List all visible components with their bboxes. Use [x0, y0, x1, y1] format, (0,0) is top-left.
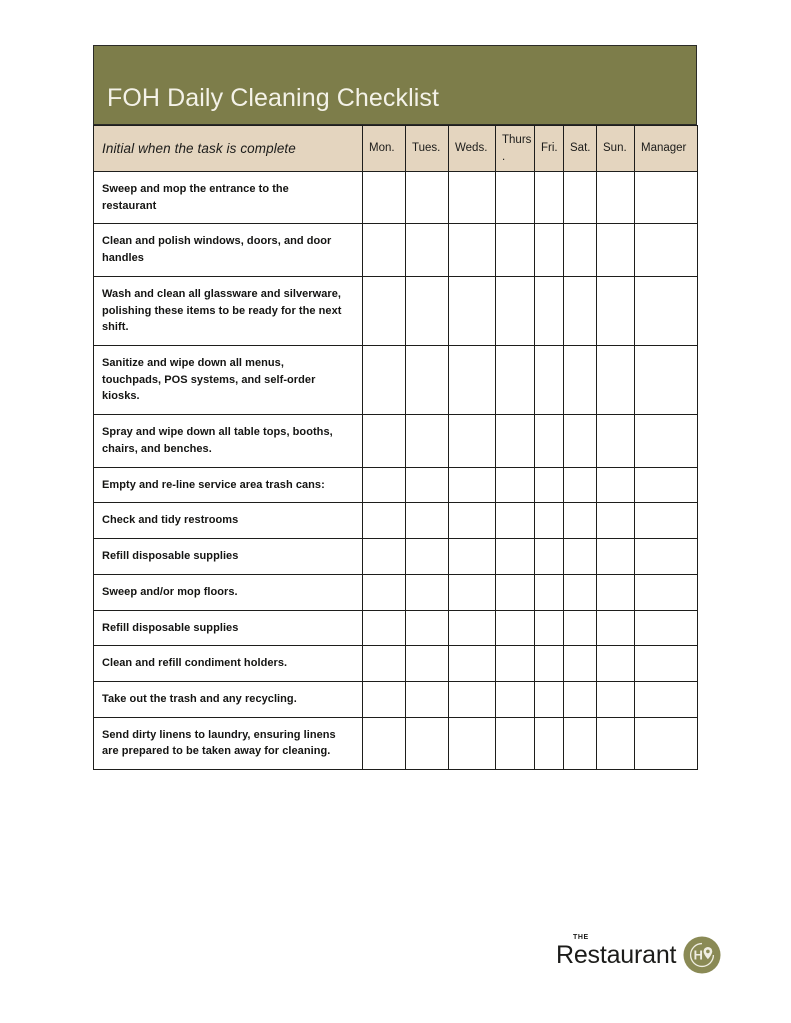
- initial-cell-thurs[interactable]: [496, 467, 535, 503]
- initial-cell-mon[interactable]: [363, 415, 406, 467]
- initial-cell-mon[interactable]: [363, 717, 406, 769]
- task-description: Refill disposable supplies: [94, 539, 363, 575]
- initial-cell-manager[interactable]: [635, 681, 698, 717]
- header-day-tues: Tues.: [406, 126, 449, 172]
- task-description: Sweep and mop the entrance to the restaurant: [94, 172, 363, 224]
- initial-cell-tues[interactable]: [406, 539, 449, 575]
- initial-cell-weds[interactable]: [449, 574, 496, 610]
- initial-cell-mon[interactable]: [363, 539, 406, 575]
- initial-cell-thurs[interactable]: [496, 503, 535, 539]
- initial-cell-weds[interactable]: [449, 172, 496, 224]
- initial-cell-sat[interactable]: [564, 503, 597, 539]
- initial-cell-sat[interactable]: [564, 646, 597, 682]
- initial-cell-weds[interactable]: [449, 681, 496, 717]
- initial-cell-manager[interactable]: [635, 415, 698, 467]
- task-description: Clean and polish windows, doors, and door handles: [94, 224, 363, 276]
- initial-cell-sat[interactable]: [564, 717, 597, 769]
- table-body: [94, 172, 698, 770]
- initial-cell-sun[interactable]: [597, 574, 635, 610]
- initial-cell-fri[interactable]: [535, 503, 564, 539]
- initial-cell-tues[interactable]: [406, 681, 449, 717]
- initial-cell-weds[interactable]: [449, 503, 496, 539]
- initial-cell-thurs[interactable]: [496, 276, 535, 345]
- initial-cell-manager[interactable]: [635, 276, 698, 345]
- initial-cell-fri[interactable]: [535, 346, 564, 415]
- table-row: [94, 717, 698, 769]
- initial-cell-sun[interactable]: [597, 646, 635, 682]
- initial-cell-sat[interactable]: [564, 346, 597, 415]
- initial-cell-sun[interactable]: [597, 717, 635, 769]
- initial-cell-sat[interactable]: [564, 539, 597, 575]
- initial-cell-manager[interactable]: [635, 610, 698, 646]
- initial-cell-mon[interactable]: [363, 681, 406, 717]
- initial-cell-weds[interactable]: [449, 276, 496, 345]
- table-row: [94, 467, 698, 503]
- initial-cell-mon[interactable]: [363, 172, 406, 224]
- logo-hq-badge-icon: [683, 936, 721, 974]
- initial-cell-weds[interactable]: [449, 539, 496, 575]
- task-description: Clean and refill condiment holders.: [94, 646, 363, 682]
- task-description: Empty and re-line service area trash cans:: [94, 467, 363, 503]
- initial-cell-mon[interactable]: [363, 467, 406, 503]
- initial-cell-manager[interactable]: [635, 346, 698, 415]
- task-description: Sweep and/or mop floors.: [94, 574, 363, 610]
- initial-cell-weds[interactable]: [449, 224, 496, 276]
- initial-cell-tues[interactable]: [406, 574, 449, 610]
- initial-cell-thurs[interactable]: [496, 539, 535, 575]
- initial-cell-sun[interactable]: [597, 467, 635, 503]
- initial-cell-weds[interactable]: [449, 467, 496, 503]
- cleaning-checklist-table: [93, 125, 698, 770]
- logo-the-text: THE: [573, 933, 589, 941]
- initial-cell-thurs[interactable]: [496, 172, 535, 224]
- initial-cell-tues[interactable]: [406, 717, 449, 769]
- initial-cell-sun[interactable]: [597, 172, 635, 224]
- initial-cell-manager[interactable]: [635, 172, 698, 224]
- title-banner: [93, 45, 697, 125]
- initial-cell-tues[interactable]: [406, 467, 449, 503]
- task-description: Take out the trash and any recycling.: [94, 681, 363, 717]
- logo-restaurant-text: Restaurant: [556, 940, 677, 969]
- initial-cell-tues[interactable]: [406, 172, 449, 224]
- table-row: [94, 646, 698, 682]
- initial-cell-sat[interactable]: [564, 224, 597, 276]
- initial-cell-sat[interactable]: [564, 415, 597, 467]
- initial-cell-weds[interactable]: [449, 610, 496, 646]
- initial-cell-weds[interactable]: [449, 717, 496, 769]
- initial-cell-manager[interactable]: [635, 717, 698, 769]
- initial-cell-thurs[interactable]: [496, 610, 535, 646]
- initial-cell-thurs[interactable]: [496, 681, 535, 717]
- header-day-weds: Weds.: [449, 126, 496, 172]
- initial-cell-thurs[interactable]: [496, 574, 535, 610]
- table-row: [94, 172, 698, 224]
- initial-cell-mon[interactable]: [363, 610, 406, 646]
- table-header-row: [94, 126, 698, 172]
- table-row: [94, 276, 698, 345]
- logo-wordmark: [556, 933, 677, 969]
- initial-cell-weds[interactable]: [449, 646, 496, 682]
- initial-cell-tues[interactable]: [406, 646, 449, 682]
- table-row: [94, 574, 698, 610]
- table-row: [94, 681, 698, 717]
- task-description: Check and tidy restrooms: [94, 503, 363, 539]
- initial-cell-sun[interactable]: [597, 503, 635, 539]
- initial-cell-manager[interactable]: [635, 539, 698, 575]
- initial-cell-mon[interactable]: [363, 346, 406, 415]
- initial-cell-tues[interactable]: [406, 346, 449, 415]
- initial-cell-fri[interactable]: [535, 276, 564, 345]
- header-task-instruction: Initial when the task is complete: [94, 126, 363, 172]
- initial-cell-sat[interactable]: [564, 574, 597, 610]
- header-manager: Manager: [635, 126, 698, 172]
- initial-cell-weds[interactable]: [449, 346, 496, 415]
- initial-cell-sun[interactable]: [597, 346, 635, 415]
- initial-cell-tues[interactable]: [406, 415, 449, 467]
- svg-text:H: H: [693, 947, 704, 963]
- initial-cell-sat[interactable]: [564, 172, 597, 224]
- initial-cell-manager[interactable]: [635, 503, 698, 539]
- initial-cell-mon[interactable]: [363, 503, 406, 539]
- initial-cell-sat[interactable]: [564, 467, 597, 503]
- initial-cell-thurs[interactable]: [496, 415, 535, 467]
- initial-cell-mon[interactable]: [363, 276, 406, 345]
- initial-cell-sat[interactable]: [564, 276, 597, 345]
- initial-cell-fri[interactable]: [535, 574, 564, 610]
- initial-cell-tues[interactable]: [406, 610, 449, 646]
- header-day-mon: Mon.: [363, 126, 406, 172]
- initial-cell-tues[interactable]: [406, 503, 449, 539]
- task-description: Wash and clean all glassware and silverware, polishing these items to be ready for the next shift.: [94, 276, 363, 345]
- initial-cell-tues[interactable]: [406, 276, 449, 345]
- initial-cell-fri[interactable]: [535, 610, 564, 646]
- initial-cell-thurs[interactable]: [496, 717, 535, 769]
- task-description: Spray and wipe down all table tops, booths, chairs, and benches.: [94, 415, 363, 467]
- initial-cell-thurs[interactable]: [496, 346, 535, 415]
- initial-cell-sun[interactable]: [597, 415, 635, 467]
- initial-cell-sun[interactable]: [597, 539, 635, 575]
- initial-cell-fri[interactable]: [535, 415, 564, 467]
- initial-cell-mon[interactable]: [363, 646, 406, 682]
- initial-cell-tues[interactable]: [406, 224, 449, 276]
- initial-cell-fri[interactable]: [535, 681, 564, 717]
- initial-cell-manager[interactable]: [635, 224, 698, 276]
- table-row: [94, 503, 698, 539]
- initial-cell-mon[interactable]: [363, 224, 406, 276]
- initial-cell-sat[interactable]: [564, 681, 597, 717]
- initial-cell-fri[interactable]: [535, 646, 564, 682]
- initial-cell-fri[interactable]: [535, 717, 564, 769]
- initial-cell-weds[interactable]: [449, 415, 496, 467]
- initial-cell-manager[interactable]: [635, 574, 698, 610]
- initial-cell-sun[interactable]: [597, 610, 635, 646]
- initial-cell-sun[interactable]: [597, 224, 635, 276]
- initial-cell-fri[interactable]: [535, 172, 564, 224]
- restaurant-hq-logo: [556, 933, 721, 974]
- task-description: Refill disposable supplies: [94, 610, 363, 646]
- header-day-sun: Sun.: [597, 126, 635, 172]
- initial-cell-fri[interactable]: [535, 539, 564, 575]
- initial-cell-sat[interactable]: [564, 610, 597, 646]
- initial-cell-sun[interactable]: [597, 276, 635, 345]
- initial-cell-manager[interactable]: [635, 467, 698, 503]
- header-day-fri: Fri.: [535, 126, 564, 172]
- page-title: FOH Daily Cleaning Checklist: [107, 84, 440, 112]
- table-row: [94, 346, 698, 415]
- header-day-sat: Sat.: [564, 126, 597, 172]
- initial-cell-mon[interactable]: [363, 574, 406, 610]
- initial-cell-manager[interactable]: [635, 646, 698, 682]
- table-row: [94, 539, 698, 575]
- table-row: [94, 610, 698, 646]
- initial-cell-fri[interactable]: [535, 467, 564, 503]
- table-row: [94, 415, 698, 467]
- initial-cell-thurs[interactable]: [496, 646, 535, 682]
- header-day-thurs: Thurs.: [496, 126, 535, 172]
- table-row: [94, 224, 698, 276]
- task-description: Sanitize and wipe down all menus, touchpads, POS systems, and self-order kiosks.: [94, 346, 363, 415]
- initial-cell-fri[interactable]: [535, 224, 564, 276]
- initial-cell-sun[interactable]: [597, 681, 635, 717]
- initial-cell-thurs[interactable]: [496, 224, 535, 276]
- task-description: Send dirty linens to laundry, ensuring linens are prepared to be taken away for cleaning.: [94, 717, 363, 769]
